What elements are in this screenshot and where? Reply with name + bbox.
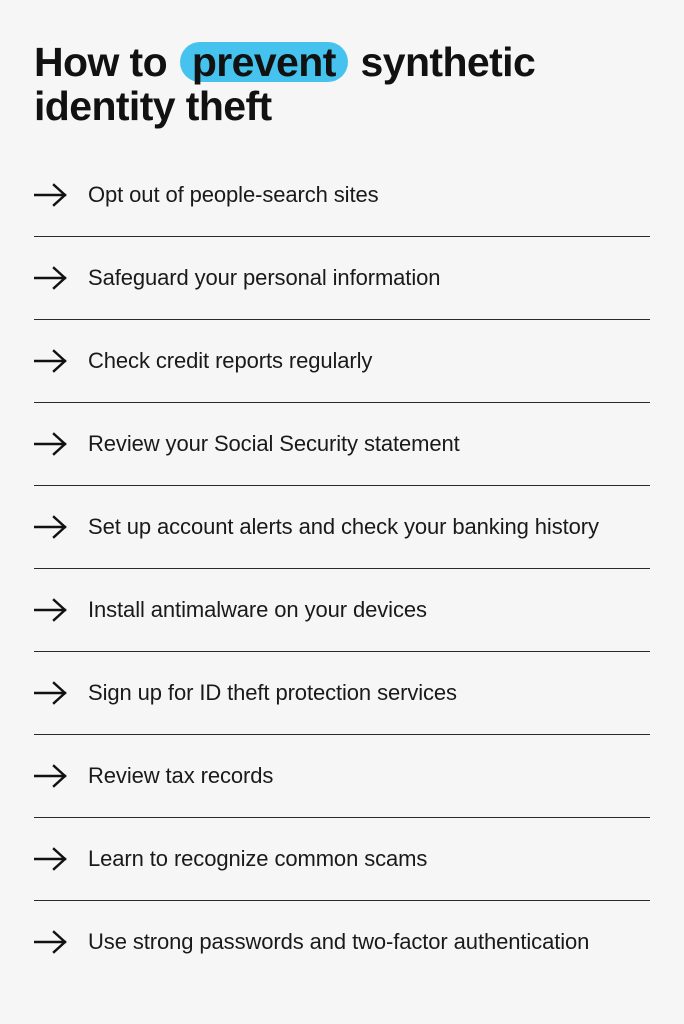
list-item-label: Opt out of people-search sites: [88, 182, 379, 207]
list-item: [34, 901, 650, 984]
title-before: How to: [34, 39, 168, 85]
list-item-label: Review your Social Security statement: [88, 431, 460, 456]
arrow-right-icon: [34, 681, 68, 705]
arrow-right-icon: [34, 266, 68, 290]
list-item-label: Use strong passwords and two-factor authentication: [88, 929, 590, 954]
title-highlight: prevent: [180, 42, 348, 82]
list-item-label: Sign up for ID theft protection services: [88, 680, 457, 705]
arrow-right-icon: [34, 930, 68, 954]
title-line-2: identity theft: [34, 83, 272, 129]
list-item: [34, 320, 650, 403]
list-item-label: Review tax records: [88, 763, 274, 788]
title-line-1: [34, 40, 654, 84]
page-title: [34, 40, 654, 128]
list-item: [34, 652, 650, 735]
list-item-label: Set up account alerts and check your banking history: [88, 514, 599, 539]
list-item: [34, 569, 650, 652]
list-item: [34, 237, 650, 320]
list-item: [34, 403, 650, 486]
list-item-label: Safeguard your personal information: [88, 265, 441, 290]
arrow-right-icon: [34, 349, 68, 373]
arrow-right-icon: [34, 764, 68, 788]
list-item-label: Learn to recognize common scams: [88, 846, 428, 871]
list-item-label: Install antimalware on your devices: [88, 597, 427, 622]
arrow-right-icon: [34, 598, 68, 622]
list-item: [34, 486, 650, 569]
list-item: [34, 735, 650, 818]
list-item: [34, 154, 650, 237]
title-after: synthetic: [360, 39, 536, 85]
list-item: [34, 818, 650, 901]
arrow-right-icon: [34, 183, 68, 207]
arrow-right-icon: [34, 847, 68, 871]
arrow-right-icon: [34, 432, 68, 456]
list-item-label: Check credit reports regularly: [88, 348, 373, 373]
prevention-list: [34, 154, 650, 984]
arrow-right-icon: [34, 515, 68, 539]
